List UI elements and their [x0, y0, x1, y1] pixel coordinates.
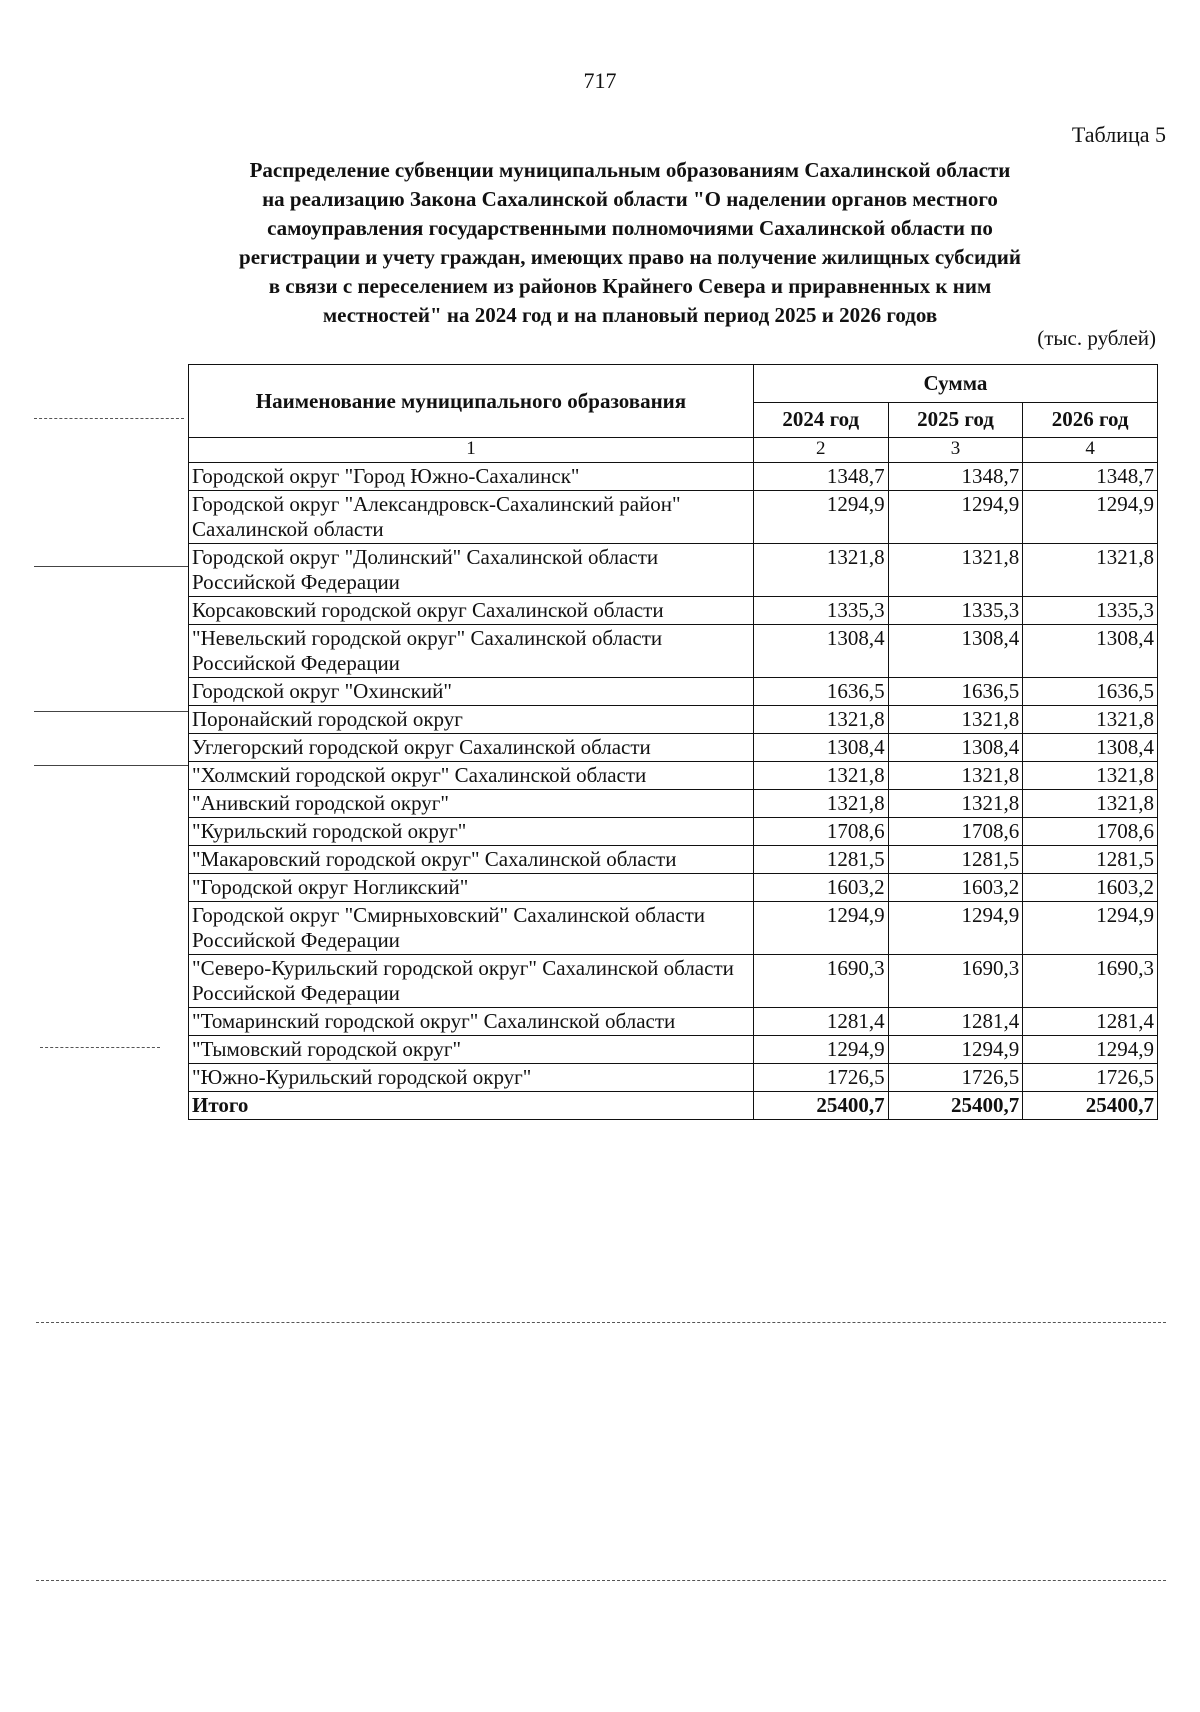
value-2024: 1321,8: [753, 790, 888, 818]
municipality-name: Городской округ "Долинский" Сахалинской области Российской Федерации: [189, 544, 754, 597]
table-row: [189, 762, 1158, 790]
table-row: [189, 597, 1158, 625]
value-2026: 1690,3: [1023, 955, 1158, 1008]
value-2025: 1281,4: [888, 1008, 1023, 1036]
value-2026: 1321,8: [1023, 790, 1158, 818]
value-2025: 1321,8: [888, 706, 1023, 734]
value-2024: 1308,4: [753, 734, 888, 762]
column-number: 4: [1023, 438, 1158, 463]
value-2024: 1603,2: [753, 874, 888, 902]
value-2025: 1321,8: [888, 544, 1023, 597]
municipality-name: "Холмский городской округ" Сахалинской области: [189, 762, 754, 790]
title-line: местностей" на 2024 год и на плановый период 2025 и 2026 годов: [322, 303, 938, 327]
value-2026: 1726,5: [1023, 1064, 1158, 1092]
column-number: 3: [888, 438, 1023, 463]
value-2024: 1281,5: [753, 846, 888, 874]
value-2024: 1726,5: [753, 1064, 888, 1092]
total-row: [189, 1092, 1158, 1120]
value-2026: 1348,7: [1023, 463, 1158, 491]
value-2025: 1321,8: [888, 790, 1023, 818]
municipality-name: "Северо-Курильский городской округ" Сахалинской области Российской Федерации: [189, 955, 754, 1008]
title-line: на реализацию Закона Сахалинской области "О наделении органов местного: [262, 187, 998, 211]
table-row: [189, 463, 1158, 491]
value-2025: 1294,9: [888, 902, 1023, 955]
table-label: Таблица 5: [1071, 122, 1166, 147]
scan-artifact-line: [34, 566, 188, 567]
value-2025: 1335,3: [888, 597, 1023, 625]
total-2025: 25400,7: [888, 1092, 1023, 1120]
title-line: самоуправления государственными полномочиями Сахалинской области по: [267, 216, 993, 240]
municipality-name: Городской округ "Александровск-Сахалинский район" Сахалинской области: [189, 491, 754, 544]
value-2025: 1690,3: [888, 955, 1023, 1008]
value-2024: 1636,5: [753, 678, 888, 706]
table-row: [189, 1008, 1158, 1036]
municipality-name: Корсаковский городской округ Сахалинской области: [189, 597, 754, 625]
scan-artifact-line: [40, 1047, 160, 1048]
municipality-name: "Томаринский городской округ" Сахалинской области: [189, 1008, 754, 1036]
municipality-name: Поронайский городской округ: [189, 706, 754, 734]
value-2024: 1321,8: [753, 706, 888, 734]
municipality-name: "Южно-Курильский городской округ": [189, 1064, 754, 1092]
municipality-name: Углегорский городской округ Сахалинской области: [189, 734, 754, 762]
municipality-name: "Невельский городской округ" Сахалинской области Российской Федерации: [189, 625, 754, 678]
header-year-2025: 2025 год: [888, 402, 1023, 437]
value-2024: 1335,3: [753, 597, 888, 625]
units-label: (тыс. рублей): [1037, 326, 1156, 350]
table-row: [189, 1036, 1158, 1064]
value-2025: 1348,7: [888, 463, 1023, 491]
value-2026: 1321,8: [1023, 706, 1158, 734]
total-label: Итого: [189, 1092, 754, 1120]
title-line: в связи с переселением из районов Крайнего Севера и приравненных к ним: [268, 274, 992, 298]
value-2026: 1335,3: [1023, 597, 1158, 625]
total-2024: 25400,7: [753, 1092, 888, 1120]
scan-artifact-line: [34, 418, 184, 419]
value-2025: 1308,4: [888, 625, 1023, 678]
table-row: [189, 544, 1158, 597]
value-2025: 1708,6: [888, 818, 1023, 846]
table-row: [189, 625, 1158, 678]
municipality-name: "Городской округ Ногликский": [189, 874, 754, 902]
municipality-name: "Макаровский городской округ" Сахалинской области: [189, 846, 754, 874]
table-row: [189, 955, 1158, 1008]
value-2026: 1636,5: [1023, 678, 1158, 706]
value-2025: 1603,2: [888, 874, 1023, 902]
value-2026: 1321,8: [1023, 762, 1158, 790]
value-2025: 1726,5: [888, 1064, 1023, 1092]
table-row: [189, 734, 1158, 762]
subvention-table: [188, 364, 1158, 1120]
value-2026: 1308,4: [1023, 625, 1158, 678]
page-number: 717: [583, 68, 617, 93]
value-2024: 1294,9: [753, 902, 888, 955]
table-row: [189, 902, 1158, 955]
table-row: [189, 874, 1158, 902]
header-year-2026: 2026 год: [1023, 402, 1158, 437]
municipality-name: Городской округ "Смирныховский" Сахалинской области Российской Федерации: [189, 902, 754, 955]
value-2026: 1281,5: [1023, 846, 1158, 874]
value-2025: 1308,4: [888, 734, 1023, 762]
table-row: [189, 678, 1158, 706]
value-2024: 1690,3: [753, 955, 888, 1008]
value-2024: 1321,8: [753, 544, 888, 597]
document-title: [190, 156, 1070, 330]
value-2025: 1294,9: [888, 491, 1023, 544]
value-2025: 1321,8: [888, 762, 1023, 790]
header-sum: Сумма: [753, 365, 1157, 403]
value-2025: 1294,9: [888, 1036, 1023, 1064]
table-row: [189, 818, 1158, 846]
header-name: Наименование муниципального образования: [189, 365, 754, 438]
value-2026: 1294,9: [1023, 491, 1158, 544]
column-number: 1: [189, 438, 754, 463]
value-2026: 1294,9: [1023, 902, 1158, 955]
column-number: 2: [753, 438, 888, 463]
municipality-name: Городской округ "Охинский": [189, 678, 754, 706]
municipality-name: "Анивский городской округ": [189, 790, 754, 818]
title-line: Распределение субвенции муниципальным образованиям Сахалинской области: [249, 158, 1011, 182]
municipality-name: Городской округ "Город Южно-Сахалинск": [189, 463, 754, 491]
municipality-name: "Курильский городской округ": [189, 818, 754, 846]
title-line: регистрации и учету граждан, имеющих право на получение жилищных субсидий: [239, 245, 1021, 269]
scan-artifact-line: [36, 1580, 1166, 1581]
value-2024: 1281,4: [753, 1008, 888, 1036]
header-year-2024: 2024 год: [753, 402, 888, 437]
value-2024: 1294,9: [753, 1036, 888, 1064]
table-row: [189, 790, 1158, 818]
table-row: [189, 491, 1158, 544]
column-number-row: [189, 438, 1158, 463]
value-2024: 1321,8: [753, 762, 888, 790]
table-row: [189, 1064, 1158, 1092]
value-2024: 1708,6: [753, 818, 888, 846]
value-2026: 1708,6: [1023, 818, 1158, 846]
value-2024: 1294,9: [753, 491, 888, 544]
total-2026: 25400,7: [1023, 1092, 1158, 1120]
value-2024: 1348,7: [753, 463, 888, 491]
value-2025: 1636,5: [888, 678, 1023, 706]
scan-artifact-line: [34, 711, 188, 712]
table-row: [189, 706, 1158, 734]
value-2026: 1308,4: [1023, 734, 1158, 762]
table-row: [189, 846, 1158, 874]
value-2026: 1603,2: [1023, 874, 1158, 902]
table-body: [189, 438, 1158, 1120]
value-2026: 1321,8: [1023, 544, 1158, 597]
value-2026: 1281,4: [1023, 1008, 1158, 1036]
scan-artifact-line: [34, 765, 188, 766]
scan-artifact-line: [36, 1322, 1166, 1323]
value-2026: 1294,9: [1023, 1036, 1158, 1064]
value-2025: 1281,5: [888, 846, 1023, 874]
municipality-name: "Тымовский городской округ": [189, 1036, 754, 1064]
value-2024: 1308,4: [753, 625, 888, 678]
